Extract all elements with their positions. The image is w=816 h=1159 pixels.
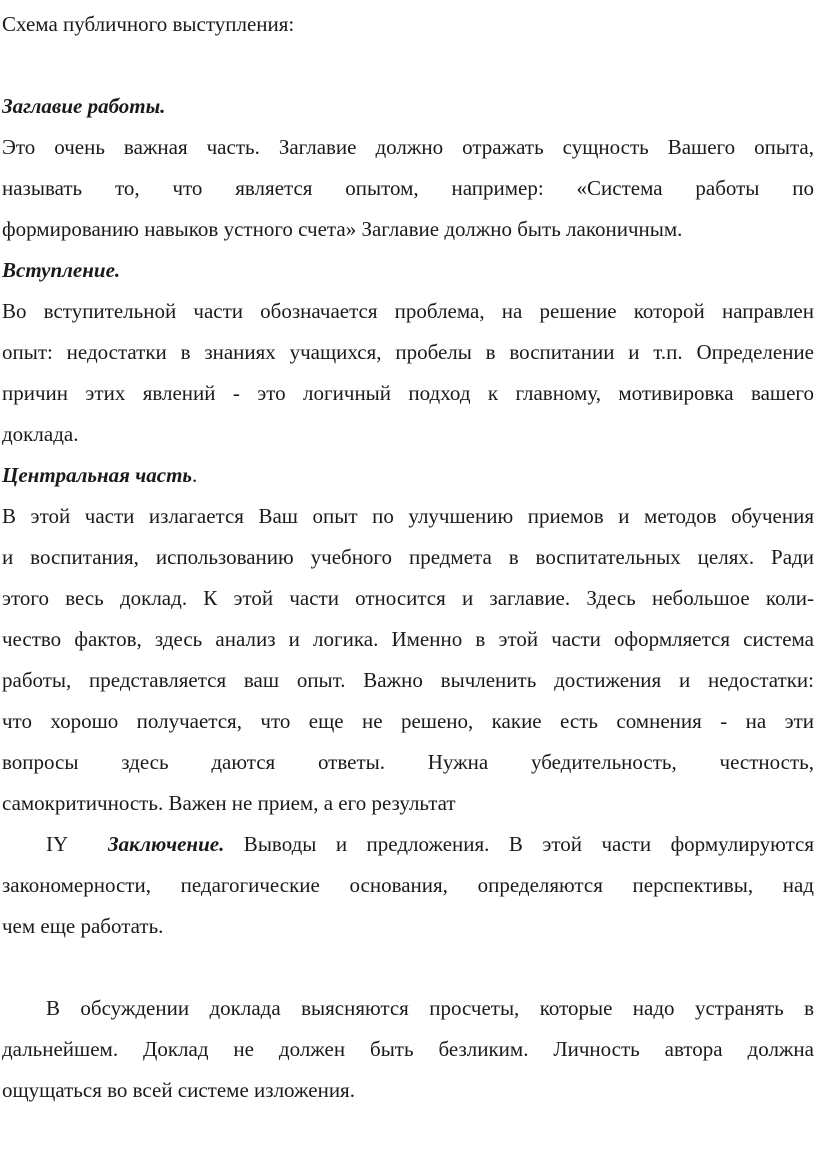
paragraph-line: закономерности, педагогические основания, определяются перспективы, над (2, 873, 814, 897)
paragraph-line: доклада. (2, 422, 79, 446)
blank-line (2, 947, 814, 988)
paragraph-line: вопросы здесь даются ответы. Нужна убедительность, честность, (2, 750, 814, 774)
section-heading-introduction: Вступление. (2, 258, 121, 282)
paragraph-line: чество фактов, здесь анализ и логика. Именно в этой части оформляется система (2, 627, 814, 651)
paragraph-line: работы, представляется ваш опыт. Важно вычленить достижения и недостатки: (2, 668, 814, 692)
paragraph-line: дальнейшем. Доклад не должен быть безликим. Личность автора должна (2, 1037, 814, 1061)
section-heading-central-part (2, 455, 814, 496)
paragraph-line-rest: Выводы и предложения. В этой части формулируются (224, 832, 814, 856)
paragraph-line: и воспитания, использованию учебного предмета в воспитательных целях. Ради (2, 545, 814, 569)
section-numeral: IY (46, 832, 69, 856)
paragraph-line: В этой части излагается Ваш опыт по улучшению приемов и методов обучения (2, 504, 814, 528)
paragraph-line: называть то, что является опытом, например: «Система работы по (2, 176, 814, 200)
paragraph-line: этого весь доклад. К этой части относится и заглавие. Здесь небольшое коли- (2, 586, 814, 610)
paragraph-line: что хорошо получается, что еще не решено, какие есть сомнения - на эти (2, 709, 814, 733)
blank-line (2, 45, 814, 86)
section-heading-conclusion: Заключение. (108, 832, 225, 856)
section-heading-central-text: Центральная часть (2, 463, 193, 487)
paragraph-line: чем еще работать. (2, 914, 164, 938)
paragraph-line: Во вступительной части обозначается проблема, на решение которой направлен (2, 299, 814, 323)
paragraph-line: причин этих явлений - это логичный подход к главному, мотивировка вашего (2, 381, 814, 405)
paragraph-line: формированию навыков устного счета» Заглавие должно быть лаконичным. (2, 217, 683, 241)
paragraph-line: ощущаться во всей системе изложения. (2, 1078, 355, 1102)
paragraph-line: опыт: недостатки в знаниях учащихся, пробелы в воспитании и т.п. Определение (2, 340, 814, 364)
paragraph-line: самокритичность. Важен не прием, а его результат (2, 791, 456, 815)
section-heading-central-tail: . (192, 463, 198, 487)
paragraph-line: В обсуждении доклада выясняются просчеты, которые надо устранять в (46, 996, 814, 1020)
section-heading-title: Заглавие работы. (2, 94, 166, 118)
paragraph-line: Это очень важная часть. Заглавие должно отражать сущность Вашего опыта, (2, 135, 814, 159)
section-conclusion-first-line (2, 824, 814, 865)
document-title: Схема публичного выступления: (2, 12, 295, 36)
